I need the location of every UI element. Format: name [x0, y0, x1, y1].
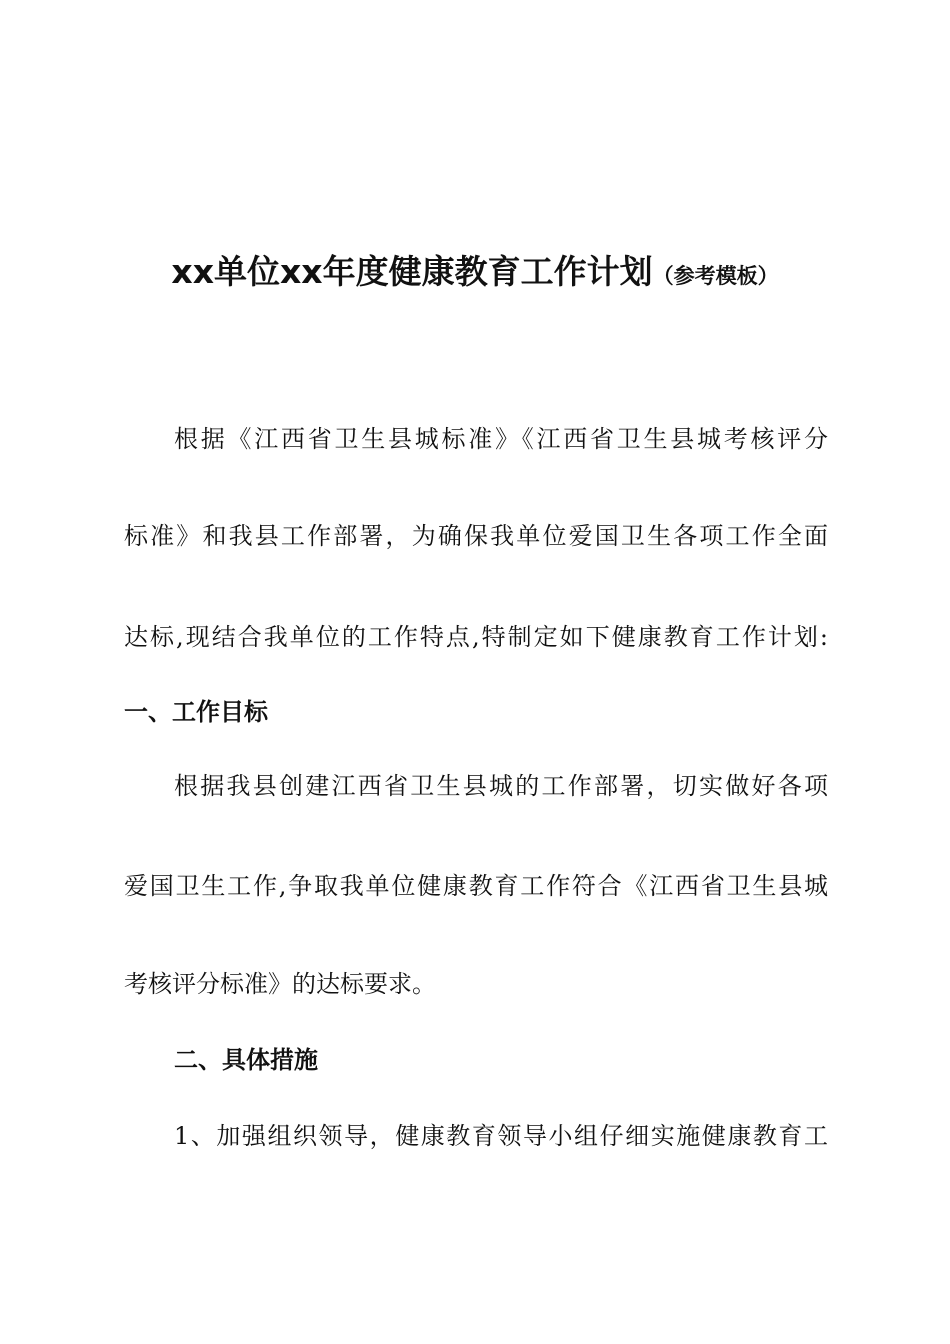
intro-line-2: 标准》和我县工作部署，为确保我单位爱国卫生各项工作全面: [124, 522, 828, 550]
goals-line-3: 考核评分标准》的达标要求。: [124, 970, 436, 998]
intro-line-1: 根据《江西省卫生县城标准》《江西省卫生县城考核评分: [174, 425, 828, 453]
intro-line-3: 达标,现结合我单位的工作特点,特制定如下健康教育工作计划:: [124, 623, 828, 651]
goals-line-2: 爱国卫生工作,争取我单位健康教育工作符合《江西省卫生县城: [124, 872, 828, 900]
title-main: xx单位xx年度健康教育工作计划: [171, 252, 653, 291]
goals-line-1: 根据我县创建江西省卫生县城的工作部署，切实做好各项: [174, 772, 828, 800]
section-heading-measures: 二、具体措施: [174, 1046, 318, 1074]
measures-line-1: 1、加强组织领导，健康教育领导小组仔细实施健康教育工: [174, 1122, 828, 1150]
document-title: [0, 248, 950, 300]
section-heading-goals: 一、工作目标: [124, 698, 268, 726]
title-subtitle: （参考模板）: [652, 264, 779, 288]
